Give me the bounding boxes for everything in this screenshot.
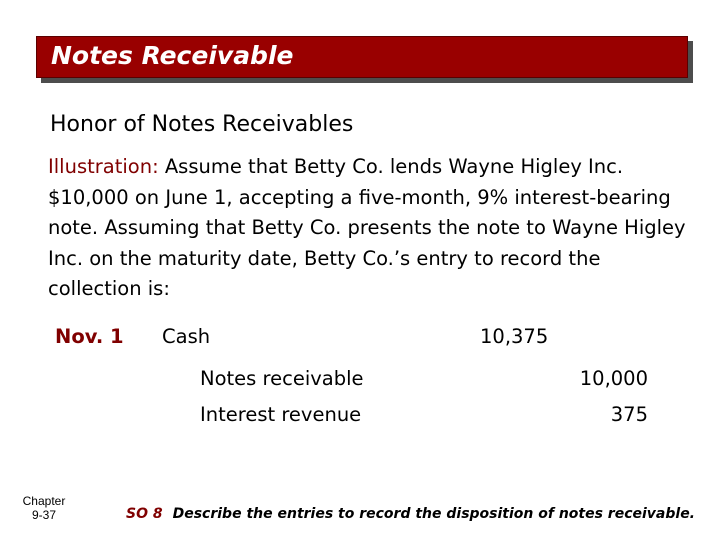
illustration-paragraph bbox=[48, 152, 698, 305]
debit-account-cash: Cash bbox=[162, 325, 211, 348]
entry-date: Nov. 1 bbox=[55, 325, 124, 348]
credit-amount-notes-receivable: 10,000 bbox=[579, 367, 648, 390]
credit-account-notes-receivable: Notes receivable bbox=[200, 367, 364, 390]
credit-account-interest-revenue: Interest revenue bbox=[200, 403, 362, 426]
slide-subtitle: Honor of Notes Receivables bbox=[50, 112, 354, 137]
study-objective-text: Describe the entries to record the disposition of notes receivable. bbox=[172, 506, 696, 522]
chapter-page-number: 9-37 bbox=[31, 508, 57, 522]
credit-amount-interest-revenue: 375 bbox=[610, 403, 648, 426]
study-objective-tag: SO 8 bbox=[126, 506, 163, 522]
title-bar bbox=[36, 36, 688, 78]
page-title: Notes Receivable bbox=[51, 41, 294, 70]
illustration-label: Illustration: bbox=[48, 155, 159, 178]
debit-amount-cash: 10,375 bbox=[480, 325, 549, 348]
chapter-label bbox=[14, 494, 74, 522]
study-objective bbox=[126, 506, 695, 522]
chapter-title: Chapter bbox=[22, 494, 66, 508]
illustration-text: Assume that Betty Co. lends Wayne Higley Inc. $10,000 on June 1, accepting a five-month, 9% interest-bearing note. Assuming that Betty Co. presents the note to Wayne Higley Inc. on the maturity date, Betty Co.’s entry to record the collection is: bbox=[48, 155, 686, 300]
